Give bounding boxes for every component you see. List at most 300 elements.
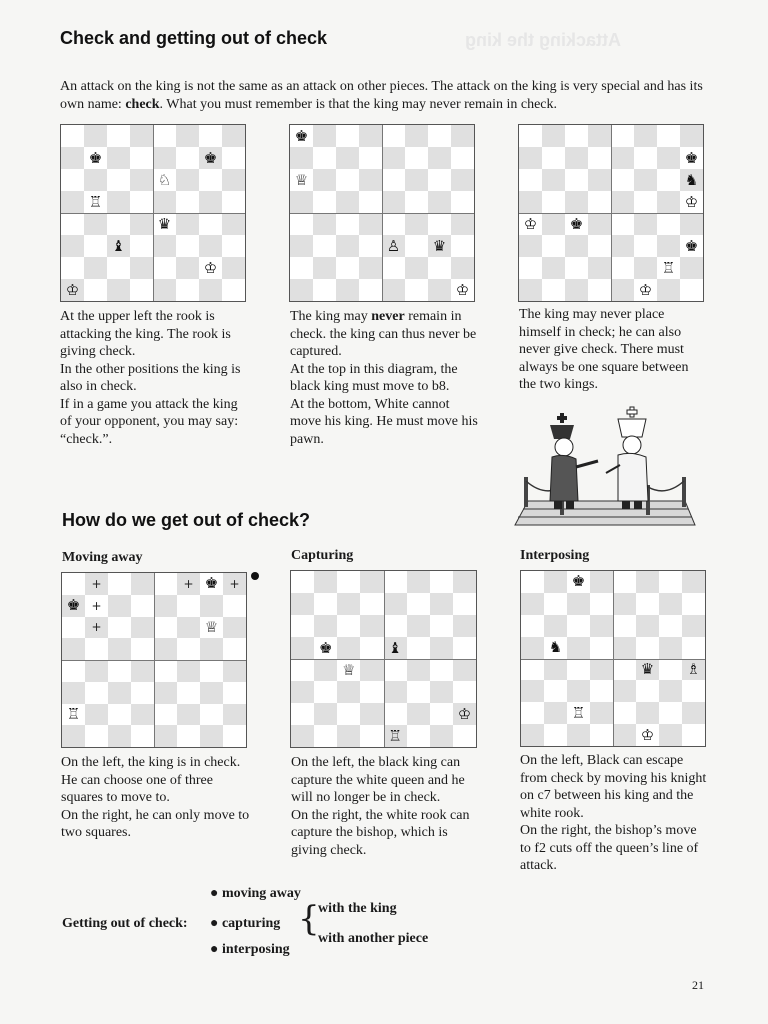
board-square — [61, 257, 84, 279]
board-square — [634, 213, 657, 235]
board-square — [405, 257, 428, 279]
caption-line: In the other positions the king is also in check. — [60, 361, 241, 394]
board-square — [62, 682, 85, 704]
board-square — [384, 703, 407, 725]
board-square — [131, 725, 154, 747]
board-square — [200, 682, 223, 704]
board-square — [130, 257, 153, 279]
board-square — [107, 191, 130, 213]
board-square — [565, 279, 588, 301]
board-square — [108, 617, 131, 639]
black-knight-icon: ♞ — [548, 638, 563, 657]
board-square — [634, 125, 657, 147]
board-square — [107, 125, 130, 147]
board-square — [177, 660, 200, 682]
board-square — [200, 595, 223, 617]
board-square — [153, 147, 176, 169]
board-square — [61, 235, 84, 257]
board-square — [613, 702, 636, 724]
board-square — [131, 660, 154, 682]
board-square — [405, 279, 428, 301]
board-square — [519, 235, 542, 257]
board-square — [291, 615, 314, 637]
board-square — [451, 125, 474, 147]
board-square — [291, 659, 314, 681]
board-square — [199, 213, 222, 235]
board-square — [222, 125, 245, 147]
board-square — [565, 235, 588, 257]
board-square — [84, 125, 107, 147]
board-square — [154, 725, 177, 747]
board-square — [154, 682, 177, 704]
board-square — [565, 191, 588, 213]
board-square — [521, 615, 544, 637]
board-square — [313, 257, 336, 279]
board-square — [451, 235, 474, 257]
board-square — [636, 637, 659, 659]
board-square — [590, 637, 613, 659]
intro-check-term: check — [125, 97, 160, 112]
board-square — [199, 191, 222, 213]
board-square — [611, 147, 634, 169]
board-square — [636, 680, 659, 702]
board-square — [588, 191, 611, 213]
summary-bullet-moving-away: ● moving away — [210, 886, 301, 901]
board-square — [62, 660, 85, 682]
board-square — [567, 593, 590, 615]
board-square — [657, 169, 680, 191]
board-square — [84, 213, 107, 235]
board-square — [176, 191, 199, 213]
board-square — [634, 257, 657, 279]
board-square — [85, 682, 108, 704]
board-square — [519, 125, 542, 147]
caption-line: On the left, Black can escape from check by moving his knight on c7 between his king and the white rook. — [520, 753, 707, 821]
board-square — [657, 125, 680, 147]
board-square — [85, 725, 108, 747]
board-square — [314, 615, 337, 637]
board-square — [428, 125, 451, 147]
caption-emphasis: never — [371, 309, 405, 324]
board-square — [290, 257, 313, 279]
board-square — [451, 169, 474, 191]
caption-line — [290, 308, 480, 361]
board-square — [223, 682, 246, 704]
board-square — [451, 257, 474, 279]
caption-line: On the right, the white rook can capture the bishop, which is giving check. — [291, 807, 470, 858]
board-square — [590, 571, 613, 593]
board-square — [588, 213, 611, 235]
white-bishop-icon: ♗ — [686, 659, 701, 678]
board-square — [360, 659, 383, 681]
board-square — [84, 279, 107, 301]
board-square — [62, 725, 85, 747]
subhead-moving-away: Moving away — [62, 550, 143, 565]
board-square — [544, 659, 567, 681]
board-square — [313, 235, 336, 257]
board-square — [360, 593, 383, 615]
board-square — [636, 571, 659, 593]
board-square — [291, 637, 314, 659]
board-square — [336, 191, 359, 213]
board-square — [290, 191, 313, 213]
board-square — [290, 279, 313, 301]
board-square — [565, 147, 588, 169]
board-square — [405, 191, 428, 213]
board-centre-line — [290, 213, 474, 214]
board-square — [154, 573, 177, 595]
caption-top-1 — [60, 308, 250, 448]
board-square — [519, 191, 542, 213]
board-square — [314, 703, 337, 725]
board-square — [451, 191, 474, 213]
caption-top-2 — [290, 308, 480, 448]
board-square — [359, 257, 382, 279]
caption-line: The king may never place himself in check; he can also never give check. There must always be one square between the two kings. — [519, 307, 689, 392]
board-square — [61, 125, 84, 147]
board-square — [177, 704, 200, 726]
board-square — [659, 571, 682, 593]
board-square — [521, 593, 544, 615]
board-square — [407, 571, 430, 593]
board-square — [613, 659, 636, 681]
caption-moving-away — [61, 754, 251, 842]
board-square — [200, 638, 223, 660]
caption-line: On the right, the bishop’s move to f2 cuts off the queen’s line of attack. — [520, 823, 699, 873]
board-square — [108, 638, 131, 660]
board-square — [337, 703, 360, 725]
board-square — [611, 279, 634, 301]
board-square — [659, 702, 682, 724]
board-square — [659, 680, 682, 702]
board-square — [453, 725, 476, 747]
board-square — [430, 593, 453, 615]
board-square — [130, 213, 153, 235]
black-queen-icon: ♛ — [157, 214, 172, 233]
board-square — [199, 235, 222, 257]
board-square — [177, 682, 200, 704]
board-square — [521, 571, 544, 593]
board-square — [405, 235, 428, 257]
board-square — [682, 637, 705, 659]
board-square — [453, 571, 476, 593]
board-square — [634, 169, 657, 191]
board-square — [359, 147, 382, 169]
board-square — [382, 279, 405, 301]
board-square — [430, 725, 453, 747]
board-square — [290, 235, 313, 257]
board-square — [384, 593, 407, 615]
board-square — [153, 125, 176, 147]
board-square — [176, 279, 199, 301]
black-king-icon: ♚ — [203, 148, 218, 167]
board-square — [291, 593, 314, 615]
summary-capture-with-king: with the king — [318, 901, 397, 916]
black-king-icon: ♚ — [569, 214, 584, 233]
board-square — [682, 615, 705, 637]
board-square — [611, 235, 634, 257]
board-square — [636, 615, 659, 637]
board-square — [337, 571, 360, 593]
board-square — [634, 191, 657, 213]
intro-paragraph — [60, 78, 710, 114]
board-square — [430, 681, 453, 703]
black-king-icon: ♚ — [88, 148, 103, 167]
board-square — [359, 191, 382, 213]
intro-text-2: . What you must remember is that the king may never remain in check. — [159, 97, 558, 112]
summary-capture-with-piece: with another piece — [318, 931, 429, 946]
board-square — [453, 615, 476, 637]
board-square — [453, 593, 476, 615]
board-square — [428, 257, 451, 279]
board-square — [611, 191, 634, 213]
board-square — [453, 637, 476, 659]
board-square — [336, 235, 359, 257]
black-king-icon: ♚ — [66, 596, 81, 615]
board-square — [611, 257, 634, 279]
board-square — [223, 617, 246, 639]
board-square — [682, 593, 705, 615]
board-square — [634, 235, 657, 257]
caption-line: At the top in this diagram, the black king must move to b8. — [290, 361, 458, 394]
section-heading-get-out-of-check: How do we get out of check? — [62, 510, 311, 530]
board-centre-line — [521, 659, 705, 660]
board-square — [199, 169, 222, 191]
board-square — [451, 147, 474, 169]
board-square — [177, 725, 200, 747]
board-square — [313, 125, 336, 147]
board-square — [313, 147, 336, 169]
board-centre-line — [291, 659, 476, 660]
black-king-icon: ♚ — [204, 574, 219, 593]
board-square — [153, 279, 176, 301]
black-king-icon: ♚ — [684, 236, 699, 255]
board-square — [428, 213, 451, 235]
board-square — [659, 593, 682, 615]
caption-line: If in a game you attack the king of your opponent, you may say: “check.”. — [60, 396, 239, 447]
board-square — [154, 638, 177, 660]
escape-square-mark: + — [91, 576, 102, 591]
board-top-2 — [289, 124, 475, 302]
board-square — [382, 257, 405, 279]
board-square — [130, 147, 153, 169]
board-square — [430, 659, 453, 681]
board-square — [222, 257, 245, 279]
board-square — [430, 571, 453, 593]
subhead-interposing: Interposing — [520, 548, 590, 563]
board-square — [407, 637, 430, 659]
board-square — [360, 615, 383, 637]
black-knight-icon: ♞ — [684, 170, 699, 189]
board-square — [314, 659, 337, 681]
board-square — [153, 235, 176, 257]
board-square — [176, 257, 199, 279]
summary-brace: { — [298, 899, 320, 939]
board-square — [359, 279, 382, 301]
caption-line: On the left, the king is in check. He can choose one of three squares to move to. — [61, 755, 241, 805]
board-square — [154, 704, 177, 726]
board-interposing — [520, 570, 706, 747]
board-square — [130, 169, 153, 191]
white-rook-icon: ♖ — [66, 704, 81, 723]
white-rook-icon: ♖ — [571, 703, 586, 722]
caption-fragment: remain in check. the king can thus never be captured. — [290, 309, 477, 359]
board-square — [590, 724, 613, 746]
escape-square-mark: + — [183, 576, 194, 591]
board-square — [613, 593, 636, 615]
board-square — [108, 573, 131, 595]
white-king-icon: ♔ — [684, 192, 699, 211]
board-square — [291, 725, 314, 747]
board-square — [451, 213, 474, 235]
board-square — [384, 615, 407, 637]
board-square — [680, 213, 703, 235]
board-square — [590, 680, 613, 702]
board-square — [611, 125, 634, 147]
board-square — [680, 125, 703, 147]
board-centre-line — [61, 213, 245, 214]
board-square — [430, 637, 453, 659]
board-square — [337, 593, 360, 615]
page-number: 21 — [692, 978, 704, 992]
board-square — [62, 638, 85, 660]
board-square — [131, 595, 154, 617]
board-square — [154, 595, 177, 617]
summary-item: interposing — [221, 942, 290, 957]
board-square — [382, 213, 405, 235]
board-square — [565, 257, 588, 279]
board-square — [130, 125, 153, 147]
summary-item: moving away — [221, 886, 301, 901]
board-square — [590, 593, 613, 615]
board-square — [542, 169, 565, 191]
board-square — [542, 235, 565, 257]
board-square — [107, 147, 130, 169]
board-square — [359, 125, 382, 147]
board-square — [428, 279, 451, 301]
intro-text-1: An attack on the king is not the same as an attack on other pieces. The attack on the king is very special and has its own name: — [60, 79, 703, 112]
board-square — [405, 125, 428, 147]
board-square — [154, 660, 177, 682]
white-rook-icon: ♖ — [388, 726, 402, 745]
white-pawn-icon: ♙ — [386, 236, 401, 255]
board-square — [314, 725, 337, 747]
board-square — [544, 615, 567, 637]
white-king-icon: ♔ — [523, 214, 538, 233]
board-square — [314, 681, 337, 703]
board-square — [407, 725, 430, 747]
board-square — [657, 213, 680, 235]
white-king-icon: ♔ — [638, 280, 653, 299]
board-square — [336, 125, 359, 147]
board-square — [85, 704, 108, 726]
board-square — [613, 724, 636, 746]
board-square — [544, 593, 567, 615]
board-square — [337, 681, 360, 703]
board-square — [542, 125, 565, 147]
board-square — [153, 191, 176, 213]
board-square — [384, 681, 407, 703]
board-square — [337, 637, 360, 659]
board-square — [291, 571, 314, 593]
board-square — [544, 724, 567, 746]
board-square — [588, 125, 611, 147]
caption-top-3 — [519, 306, 709, 394]
board-square — [107, 279, 130, 301]
summary-bullet-interposing: ● interposing — [210, 942, 290, 957]
board-square — [657, 279, 680, 301]
board-square — [108, 704, 131, 726]
white-king-icon: ♔ — [640, 725, 655, 744]
board-square — [588, 279, 611, 301]
board-square — [521, 637, 544, 659]
black-king-icon: ♚ — [294, 126, 309, 145]
board-square — [291, 703, 314, 725]
summary-item: capturing — [221, 916, 281, 931]
board-square — [222, 147, 245, 169]
board-square — [313, 169, 336, 191]
board-square — [176, 235, 199, 257]
board-square — [176, 213, 199, 235]
board-square — [107, 213, 130, 235]
board-square — [107, 257, 130, 279]
board-square — [405, 213, 428, 235]
board-top-1 — [60, 124, 246, 302]
board-square — [611, 169, 634, 191]
board-square — [61, 191, 84, 213]
board-square — [521, 659, 544, 681]
black-queen-icon: ♛ — [432, 236, 447, 255]
board-square — [336, 169, 359, 191]
board-square — [659, 637, 682, 659]
board-square — [177, 617, 200, 639]
board-square — [360, 571, 383, 593]
subhead-capturing: Capturing — [291, 548, 354, 563]
board-square — [360, 637, 383, 659]
board-square — [314, 593, 337, 615]
board-square — [336, 257, 359, 279]
board-square — [84, 257, 107, 279]
summary-label: Getting out of check: — [62, 916, 188, 931]
board-square — [154, 617, 177, 639]
board-square — [313, 191, 336, 213]
board-square — [200, 704, 223, 726]
board-square — [544, 571, 567, 593]
board-square — [519, 257, 542, 279]
board-square — [682, 724, 705, 746]
white-rook-icon: ♖ — [661, 258, 676, 277]
white-king-icon: ♔ — [457, 704, 472, 723]
board-square — [108, 682, 131, 704]
caption-fragment: The king may — [290, 309, 372, 324]
caption-line: At the bottom, White cannot move his king. He must move his pawn. — [290, 396, 478, 447]
board-square — [519, 147, 542, 169]
white-king-icon: ♔ — [203, 258, 218, 277]
board-square — [588, 147, 611, 169]
board-square — [290, 147, 313, 169]
board-square — [519, 169, 542, 191]
board-square — [544, 702, 567, 724]
board-square — [108, 725, 131, 747]
board-square — [359, 169, 382, 191]
board-square — [337, 725, 360, 747]
board-square — [200, 660, 223, 682]
board-square — [384, 659, 407, 681]
caption-line: At the upper left the rook is attacking the king. The rook is giving check. — [60, 309, 231, 359]
board-square — [590, 615, 613, 637]
board-square — [314, 571, 337, 593]
board-square — [521, 680, 544, 702]
